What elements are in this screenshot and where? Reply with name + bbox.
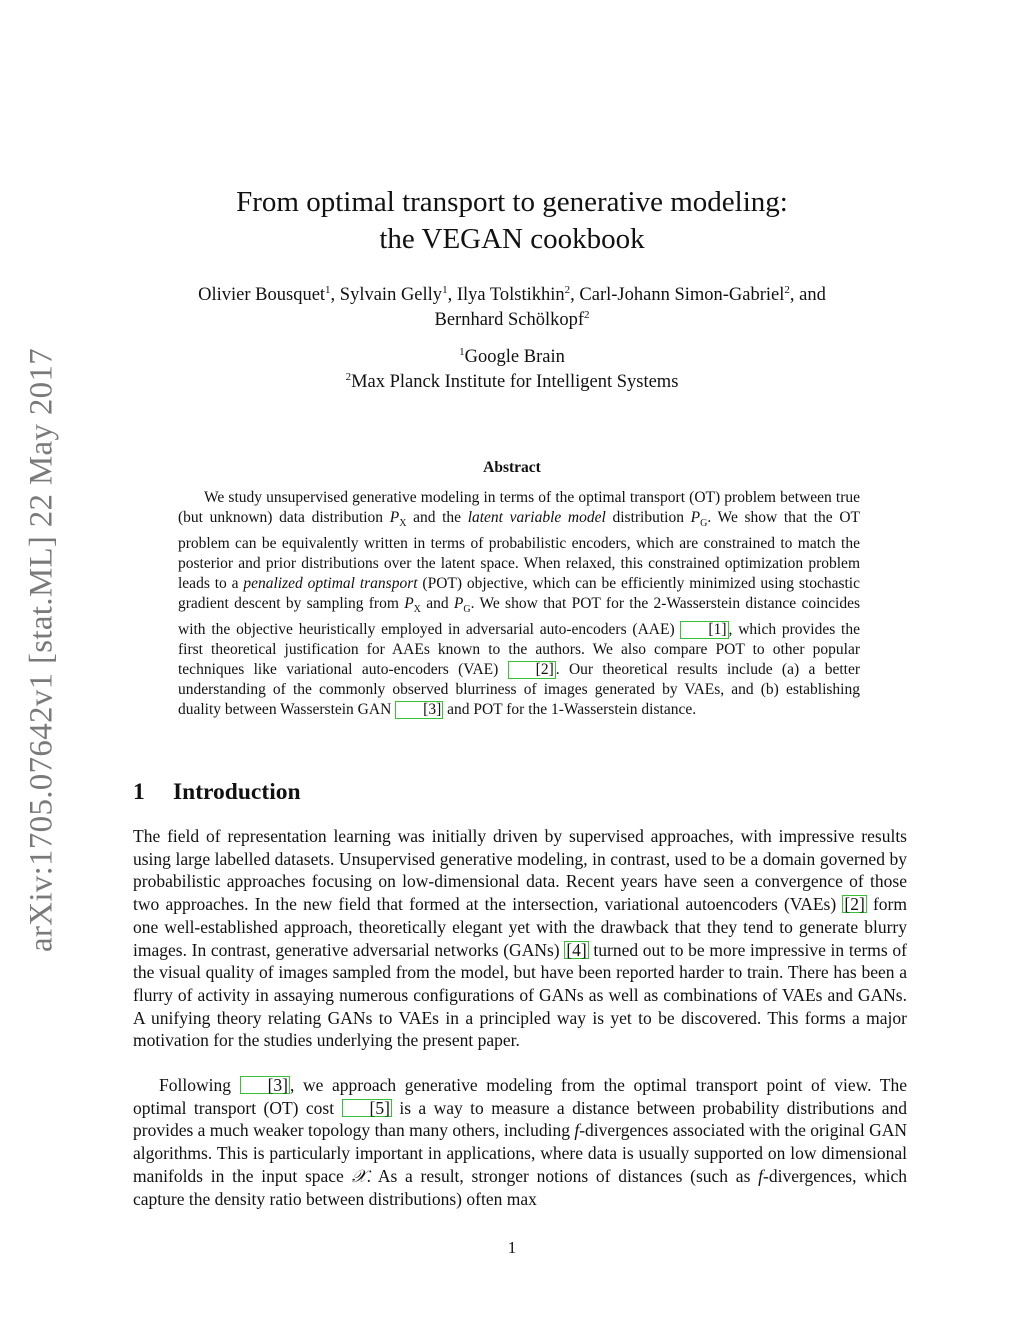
- author-name: Sylvain Gelly: [339, 285, 443, 305]
- author-affiliation-mark: 2: [564, 284, 571, 296]
- author-affiliation-mark: 2: [584, 309, 590, 321]
- section-title-text: Introduction: [173, 779, 301, 805]
- author-line-2: [0, 308, 1024, 333]
- citation-link[interactable]: [2]: [844, 894, 865, 915]
- citation-link[interactable]: [3]: [395, 701, 443, 719]
- citation-link[interactable]: [5]: [342, 1099, 392, 1117]
- title-line-2: the VEGAN cookbook: [379, 223, 645, 255]
- author-affiliation-mark: 1: [325, 284, 331, 296]
- author-name: Bernhard Schölkopf: [434, 310, 584, 330]
- affiliation-item: $^2$Max Planck Institute for Intelligent Systems: [345, 371, 679, 392]
- citation-link[interactable]: [3]: [240, 1076, 290, 1094]
- section-number: 1: [133, 779, 145, 805]
- affiliation-item: $^1$Google Brain: [459, 346, 565, 367]
- author-name: Carl-Johann Simon-Gabriel: [579, 285, 785, 305]
- arxiv-id-text: arXiv:1705.07642v1 [stat.ML] 22 May 2017: [23, 347, 60, 953]
- citation-link[interactable]: [2]: [508, 661, 556, 679]
- citation-link[interactable]: [1]: [680, 621, 728, 639]
- author-name: Ilya Tolstikhin: [456, 285, 565, 305]
- title-line-1: From optimal transport to generative modeling:: [236, 186, 788, 218]
- arxiv-identifier-stamp: [12, 340, 72, 960]
- intro-paragraph-2: Following [3] , we approach generative modeling from the optimal transport point of view. The optimal transport (OT) cost [5] is a way to measure a distance between probability distributions and provides a much weaker topology than many others, including f-divergences associated with the original GAN algorithms. This is particularly important in applications, where data is usually supported on low dimensional manifolds in the input space 𝒳. As a result, stronger notions of distances (such as f-divergences, which capture the density ratio between distributions) often max: [133, 1075, 908, 1209]
- author-list: [0, 283, 1024, 333]
- author-affiliation-mark: 1: [442, 284, 448, 296]
- abstract-body: We study unsupervised generative modeling in terms of the optimal transport (OT) problem between true (but unknown) data distribution $P_X$ and the latent variable model distribution $P_G$. We show that the OT problem can be equivalently written in terms of probabilistic encoders, which are constrained to match the posterior and prior distributions over the latent space. When relaxed, this constrained optimization problem leads to a penalized optimal transport (POT) objective, which can be efficiently minimized using stochastic gradient descent by sampling from $P_X$ and $P_G$. We show that POT for the 2-Wasserstein distance coincides with the objective heuristically employed in adversarial auto-encoders (AAE) [1] , which provides the first theoretical justification for AAEs known to the authors. We also compare POT to other popular techniques like variational auto-encoders (VAE) [2] . Our theoretical results include (a) a better understanding of the commonly observed blurriness of images generated by VAEs, and (b) establishing duality between Wasserstein GAN [3] and POT for the 1-Wasserstein distance.: [178, 489, 860, 719]
- section-heading: [133, 779, 301, 806]
- author-line-1: Olivier Bousquet$^1$, Sylvain Gelly$^1$, Ilya Tolstikhin$^2$, Carl-Johann Simon-Gabriel$^2$, and: [198, 284, 826, 305]
- affiliation-list: [0, 345, 1024, 395]
- author-name: Olivier Bousquet: [198, 285, 326, 305]
- page-number: 1: [507, 1238, 517, 1257]
- abstract-heading: Abstract: [483, 459, 541, 476]
- citation-link[interactable]: [4]: [566, 939, 587, 960]
- intro-paragraph-1: The field of representation learning was initially driven by supervised approaches, with impressive results using large labelled datasets. Unsupervised generative modeling, in contrast, used to be a domain governed by probabilistic approaches focusing on low-dimensional data. Recent years have seen a convergence of those two approaches. In the new field that formed at the intersection, variational autoencoders (VAEs) [2] form one well-established approach, theoretically elegant yet with the drawback that they tend to generate blurry images. In contrast, generative adversarial networks (GANs) [4] turned out to be more impressive in terms of the visual quality of images sampled from the model, but have been reported harder to train. There has been a flurry of activity in assaying numerous configurations of GANs as well as combinations of VAEs and GANs. A unifying theory relating GANs to VAEs in a principled way is yet to be discovered. This forms a major motivation for the studies underlying the present paper.: [133, 826, 907, 1051]
- author-affiliation-mark: 2: [784, 284, 790, 296]
- paper-title: [0, 184, 1024, 258]
